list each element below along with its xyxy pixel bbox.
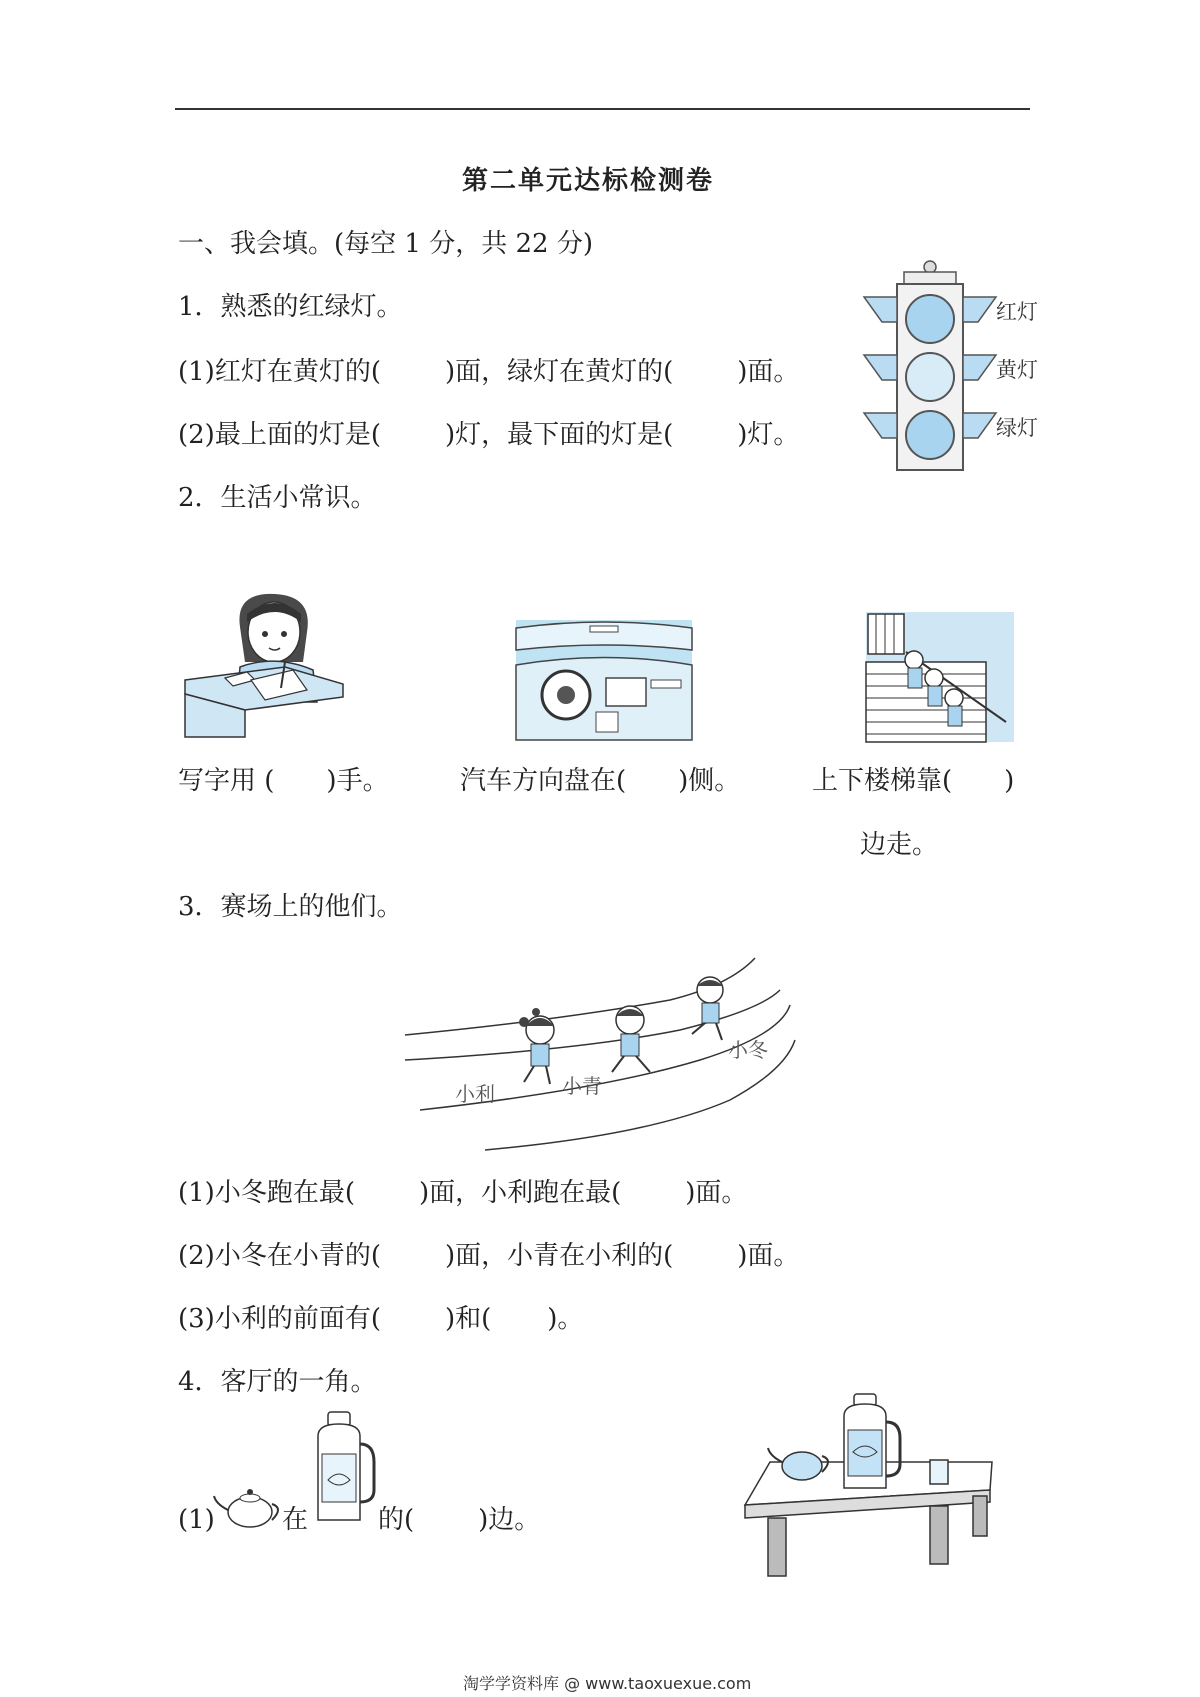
q1-heading: 1．熟悉的红绿灯。: [178, 292, 403, 322]
q3-heading: 3．赛场上的他们。: [178, 892, 403, 922]
q3-s1-part-b: )面，小利跑在最(: [418, 1178, 622, 1208]
q2-c2-part-a: 汽车方向盘在(: [460, 766, 627, 796]
q2-heading: 2．生活小常识。: [178, 483, 377, 513]
q4-s1-label: (1): [178, 1505, 215, 1535]
q2-item-3: [812, 764, 1014, 798]
runner-name-xiaodong: 小冬: [728, 1038, 768, 1062]
green-light-label: 绿灯: [996, 416, 1038, 440]
q1-s1-part-b: )面，绿灯在黄灯的(: [444, 357, 674, 387]
q3-s1: [178, 1176, 747, 1210]
q1-s2-part-a: (2)最上面的灯是(: [178, 420, 381, 450]
q2-item-1: [178, 764, 389, 798]
q3-s3-part-c: )。: [547, 1304, 584, 1334]
q3-s3-part-a: (3)小利的前面有(: [178, 1304, 381, 1334]
runner-name-xiaoqing: 小青: [562, 1074, 602, 1098]
q1-s2-part-b: )灯，最下面的灯是(: [444, 420, 674, 450]
q1-s1: [178, 355, 799, 389]
yellow-light-label: 黄灯: [996, 358, 1038, 382]
q2-c1-part-b: )手。: [326, 766, 389, 796]
q3-s3-part-b: )和(: [444, 1304, 492, 1334]
q1-s2: [178, 418, 799, 452]
q4-heading: 4．客厅的一角。: [178, 1367, 377, 1397]
q4-s1-zai: 在: [282, 1505, 309, 1535]
q4-s1-rest: [378, 1503, 540, 1537]
page-title: 第二单元达标检测卷: [462, 166, 715, 196]
q3-s2-part-c: )面。: [737, 1241, 800, 1271]
car-dashboard-illustration: [516, 620, 692, 740]
stairs-illustration: [866, 612, 1014, 742]
q3-s3: [178, 1302, 583, 1336]
q3-s1-part-c: )面。: [685, 1178, 748, 1208]
q2-c2-part-b: )侧。: [678, 766, 741, 796]
q1-s1-part-a: (1)红灯在黄灯的(: [178, 357, 381, 387]
section-heading: 一、我会填。(每空 1 分，共 22 分): [178, 229, 593, 259]
girl-writing-illustration: [185, 592, 350, 737]
thermos-icon: [312, 1410, 376, 1526]
q3-s2-part-b: )面，小青在小利的(: [444, 1241, 674, 1271]
q1-s1-part-c: )面。: [737, 357, 800, 387]
teapot-icon: [212, 1482, 282, 1530]
living-room-table-illustration: [740, 1390, 1000, 1580]
red-light-label: 红灯: [996, 300, 1038, 324]
q2-item-2: [460, 764, 740, 798]
q3-s2-part-a: (2)小冬在小青的(: [178, 1241, 381, 1271]
footer-watermark: 淘学学资料库 @ www.taoxuexue.com: [463, 1674, 752, 1693]
q2-item-3-continued: 边走。: [860, 830, 939, 860]
q3-s2: [178, 1239, 799, 1273]
q2-c3-part-a: 上下楼梯靠(: [812, 766, 953, 796]
top-rule: [175, 108, 1030, 110]
q1-s2-part-c: )灯。: [737, 420, 800, 450]
q4-s1-part-c: 的(: [378, 1505, 415, 1535]
runner-name-xiaoli: 小利: [455, 1082, 495, 1106]
q2-c1-part-a: 写字用 (: [178, 766, 275, 796]
q4-s1-part-d: )边。: [478, 1505, 541, 1535]
q3-s1-part-a: (1)小冬跑在最(: [178, 1178, 355, 1208]
q2-c3-part-b: ): [1004, 766, 1015, 796]
